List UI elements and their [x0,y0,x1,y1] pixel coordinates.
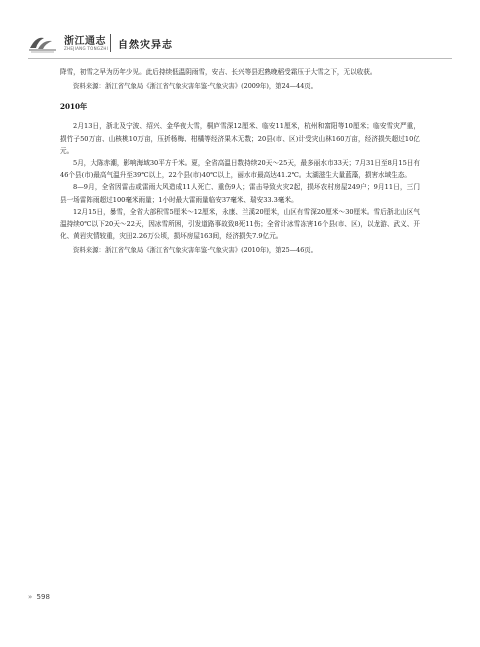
brand-name: 浙江通志 [64,36,106,47]
brand-name-en: ZHEJIANG TONGZHI [64,46,109,51]
page-body [60,66,420,257]
paragraph: 5月，大陈赤潮，影响海域30平方千米。夏，全省高温日数持续20天～25天，最多丽水市33天；7月31日至8月15日有46个县(市)最高气温升至39℃以上，22个县(市)40℃以上，丽水市最高达41.2℃。太湖滋生大量蓝藻，损害水域生态。 [60,159,420,180]
page-header [28,30,452,60]
page-footer [28,593,50,601]
header-divider [110,34,111,52]
page-number: 598 [36,593,50,601]
paragraph: 12月15日，暴雪，全省大部积雪5厘米～12厘米，永康、兰溪20厘米，山区有雪深20厘米～30厘米。雪后浙北山区气温持续0℃以下20天～22天，因冰雪所困，引发道路事故致8死11伤；全省计冰雪冻害16个县(市、区)，以龙游、武义、开化、黄岩灾情较重，灾田2.26万公顷，损坏房屋163间，经济损失7.9亿元。 [60,207,420,241]
header-rule [28,58,452,59]
section-title: 自然灾异志 [118,40,173,51]
source-note-2009: 资料来源：浙江省气象局《浙江省气象灾害年鉴·气象灾害》(2009年)，第24—44页。 [73,82,318,91]
intro-paragraph: 降雪，初雪之早为历年少见。此后持续低温阴雨雪，安吉、长兴等县迟熟晚稻受霜压于大雪之下，无以收获。 [60,68,377,76]
source-note-2010: 资料来源：浙江省气象局《浙江省气象灾害年鉴·气象灾害》(2010年)，第25—46页。 [73,246,318,255]
paragraph: 2月13日，浙北及宁波、绍兴、金华夜大雪，桐庐雪深12厘米、临安11厘米，杭州和富阳等10厘米；临安雪灾严重，损竹子50万亩、山核桃10万亩，压折杨梅、柑橘等经济果木无数；20县(市、区)计受灾山林160万亩，经济损失超过10亿元。 [60,122,420,155]
logo-icon [28,32,58,54]
page-arrow-icon: » [28,593,33,601]
year-heading: 2010年 [60,102,88,112]
paragraph: 8—9月，全省因雷击或雷雨大风造成11人死亡、重伤9人；雷击导致火灾2起，损坏农村房屋249户；9月11日，三门县一场雷阵雨超过100毫米雨量；1小时最大雷雨量临安37毫米、瑞安33.3毫米。 [60,183,420,204]
